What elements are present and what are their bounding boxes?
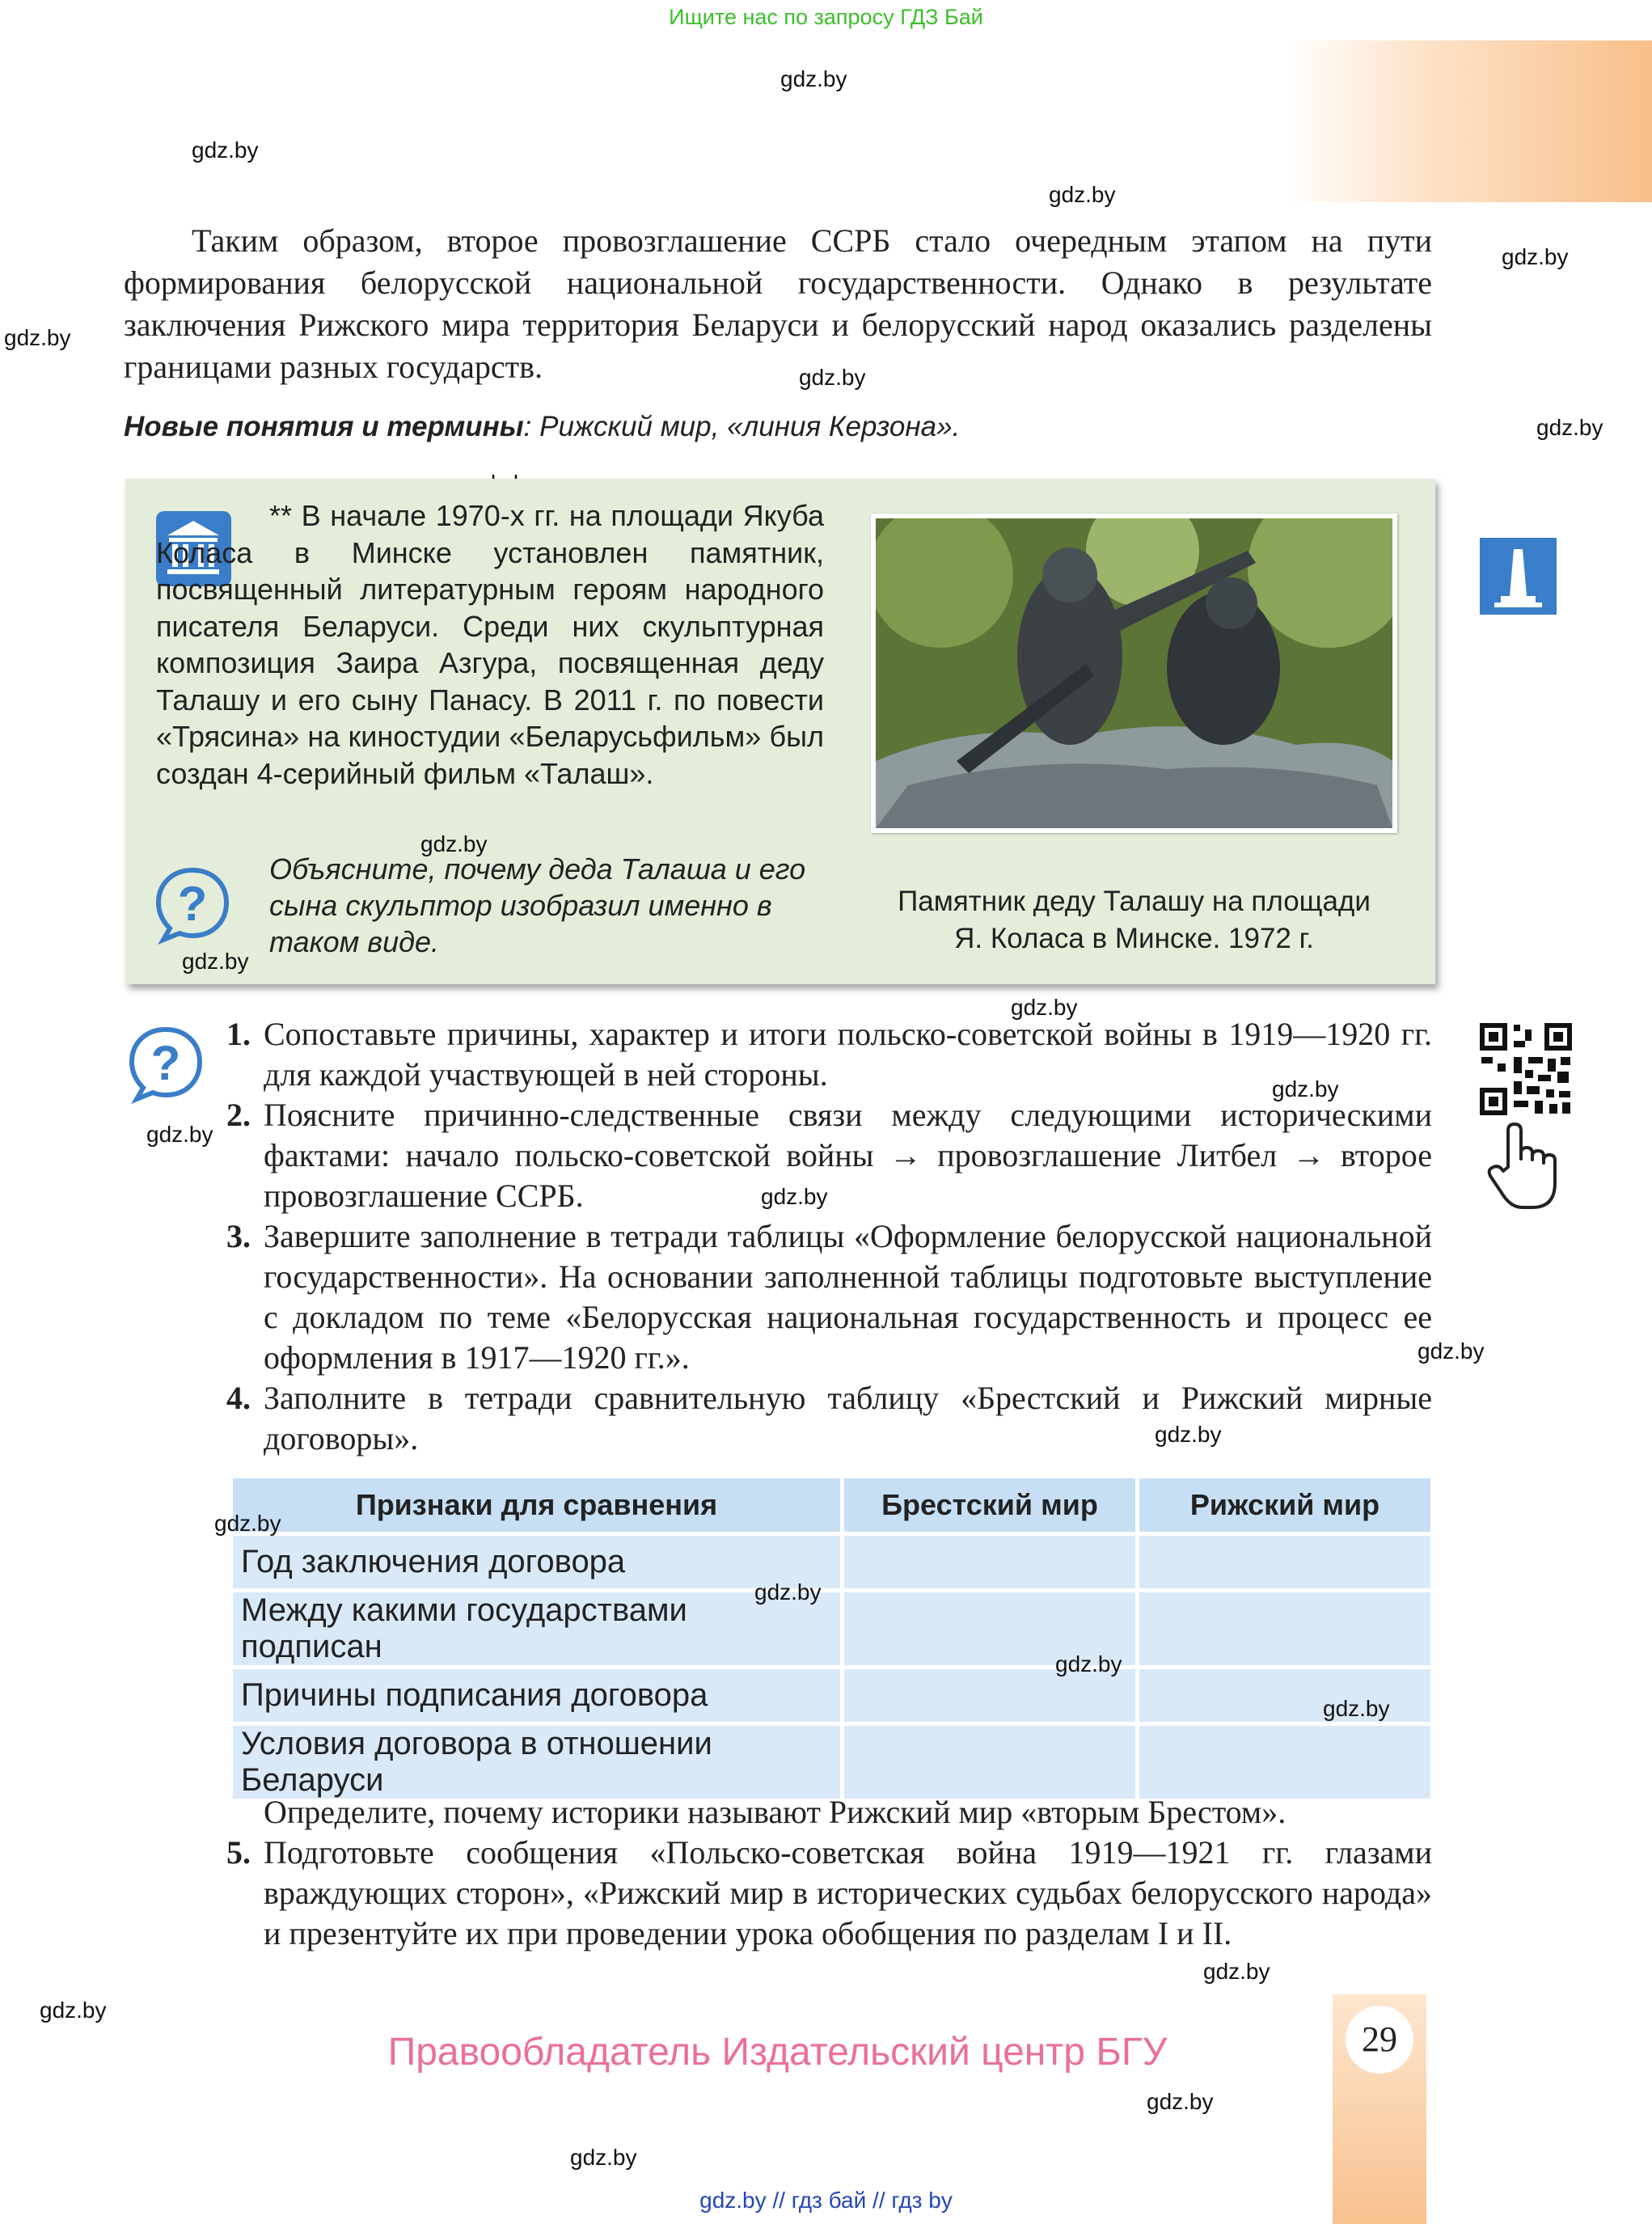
- table-cell-empty: [844, 1726, 1135, 1799]
- task-text: Заполните в тетради сравнительную таблицу «Брестский и Рижский мирные договоры».: [264, 1380, 1432, 1457]
- info-box-text: [156, 497, 824, 792]
- task-number: 5.: [226, 1834, 251, 1871]
- watermark: gdz.by: [1536, 415, 1603, 440]
- watermark: gdz.by: [1147, 2089, 1214, 2114]
- table-row: [233, 1536, 1430, 1588]
- monument-icon: [1480, 538, 1557, 615]
- caption-line-1: Памятник деду Талашу на площади: [898, 886, 1371, 917]
- watermark: gdz.by: [146, 1122, 213, 1147]
- task-text: Подготовьте сообщения «Польско-советская война 1919—1921 гг. глазами враждующих сторон», «Рижский мир в исторических судьбах белорусского народа» и презентуйте их при проведении урока обобщения по разделам I и II.: [264, 1834, 1432, 1951]
- table-row: [233, 1669, 1430, 1722]
- watermark: gdz.by: [1502, 244, 1569, 269]
- watermark: gdz.by: [761, 1184, 828, 1209]
- table-cell-empty: [1139, 1592, 1430, 1665]
- table-cell-criterion: Условия договора в отношении Беларуси: [233, 1726, 840, 1799]
- task-item: [226, 1216, 1432, 1378]
- table-cell-empty: [844, 1536, 1135, 1588]
- intro-paragraph: Таким образом, второе провозглашение ССРБ стало очередным этапом на пути формирования белорусской национальной государственности. Однако в результате заключения Рижского мира территория Беларуси и белорусский народ оказались разделены границами разных государств.: [124, 222, 1432, 385]
- after-table-text: [226, 1792, 1432, 1954]
- table-header-criteria: Признаки для сравнения: [233, 1478, 840, 1532]
- comparison-table: [229, 1474, 1434, 1803]
- question-icon: [152, 864, 233, 945]
- watermark: gdz.by: [1055, 1651, 1122, 1676]
- task-text: Сопоставьте причины, характер и итоги польско-советской войны в 1919—1920 гг. для каждой участвующей в ней стороны.: [264, 1016, 1432, 1093]
- watermark: gdz.by: [1323, 1696, 1390, 1721]
- info-box-paragraph: ** В начале 1970-х гг. на площади Якуба Коласа в Минске установлен памятник, посвященный литературным героям народного писателя Беларуси. Среди них скульптурная композиция Заира Азгура, посвященная деду Талашу и его сыну Панасу. В 2011 г. по повести «Трясина» на киностудии «Беларусьфильм» был создан 4-серийный фильм «Талаш».: [156, 499, 824, 790]
- task-list: [226, 1014, 1432, 1459]
- svg-text:?: ?: [150, 1036, 181, 1090]
- task-number: 2.: [226, 1097, 251, 1133]
- watermark: gdz.by: [570, 2145, 637, 2170]
- table-cell-criterion: Причины подписания договора: [233, 1669, 840, 1722]
- info-box-question: Объясните, почему деда Талаша и его сына скульптор изобразил именно в таком виде.: [269, 852, 806, 958]
- task-item: [226, 1378, 1432, 1459]
- table-cell-empty: [1139, 1726, 1430, 1799]
- monument-photo: [871, 514, 1397, 833]
- search-banner[interactable]: Ищите нас по запросу ГДЗ Бай: [669, 5, 983, 29]
- task-item: [226, 1833, 1432, 1954]
- watermark: gdz.by: [1418, 1338, 1485, 1364]
- watermark: gdz.by: [799, 365, 866, 390]
- pointer-hand-icon: [1484, 1123, 1565, 1211]
- watermark: gdz.by: [192, 137, 259, 163]
- table-cell-criterion: Между какими государствами подписан: [233, 1592, 840, 1665]
- table-row: [233, 1592, 1430, 1665]
- watermark: gdz.by: [214, 1511, 281, 1536]
- caption-line-2: Я. Коласа в Минске. 1972 г.: [954, 923, 1314, 954]
- watermark: gdz.by: [754, 1579, 822, 1605]
- terms-label: Новые понятия и термины: [124, 411, 524, 442]
- terms-value: : Рижский мир, «линия Керзона».: [523, 411, 961, 442]
- table-header-row: [233, 1478, 1430, 1532]
- task-item: [226, 1014, 1432, 1095]
- watermark: gdz.by: [1011, 995, 1078, 1020]
- qr-code[interactable]: [1478, 1021, 1574, 1117]
- watermark: gdz.by: [1049, 182, 1116, 207]
- watermark: gdz.by: [420, 831, 488, 856]
- table-row: [233, 1726, 1430, 1799]
- copyright-footer: [0, 2030, 1652, 2074]
- copyright-text: Правообладатель Издательский центр БГУ: [387, 2031, 1168, 2074]
- photo-caption: [871, 883, 1397, 958]
- question-icon: [125, 1023, 206, 1104]
- watermark: gdz.by: [1272, 1076, 1339, 1101]
- page-number: 29: [1346, 2006, 1413, 2074]
- task-number: 3.: [226, 1218, 251, 1254]
- watermark: gdz.by: [182, 949, 249, 974]
- table-header-brest: Брестский мир: [844, 1478, 1135, 1532]
- table-cell-criterion: Год заключения договора: [233, 1536, 840, 1588]
- page-corner-gradient: [1286, 40, 1652, 202]
- watermark: gdz.by: [1155, 1422, 1222, 1447]
- task-number: 4.: [226, 1380, 251, 1416]
- watermark: gdz.by: [780, 66, 847, 91]
- table-cell-empty: [1139, 1536, 1430, 1588]
- svg-text:?: ?: [177, 877, 208, 931]
- bottom-links[interactable]: gdz.by // гдз бай // гдз by: [699, 2188, 953, 2213]
- task-number: 1.: [226, 1016, 251, 1052]
- task-text: Поясните причинно-следственные связи между следующими историческими фактами: начало польско-советской войны → провозглашение Литбел → второе провозглашение ССРБ.: [264, 1097, 1432, 1214]
- watermark: gdz.by: [40, 1998, 107, 2023]
- watermark: gdz.by: [1203, 1959, 1270, 1984]
- after-table-question: Определите, почему историки называют Рижский мир «вторым Брестом».: [264, 1794, 1287, 1830]
- task-item: [226, 1095, 1432, 1216]
- watermark: gdz.by: [4, 325, 71, 350]
- table-header-riga: Рижский мир: [1139, 1478, 1430, 1532]
- task-text: Завершите заполнение в тетради таблицы «Оформление белорусской национальной государственности». На основании заполненной таблицы подготовьте выступление с докладом по теме «Белорусская национальная государственность и процесс ее оформления в 1917—1920 гг.».: [264, 1218, 1432, 1376]
- new-terms: [124, 411, 960, 443]
